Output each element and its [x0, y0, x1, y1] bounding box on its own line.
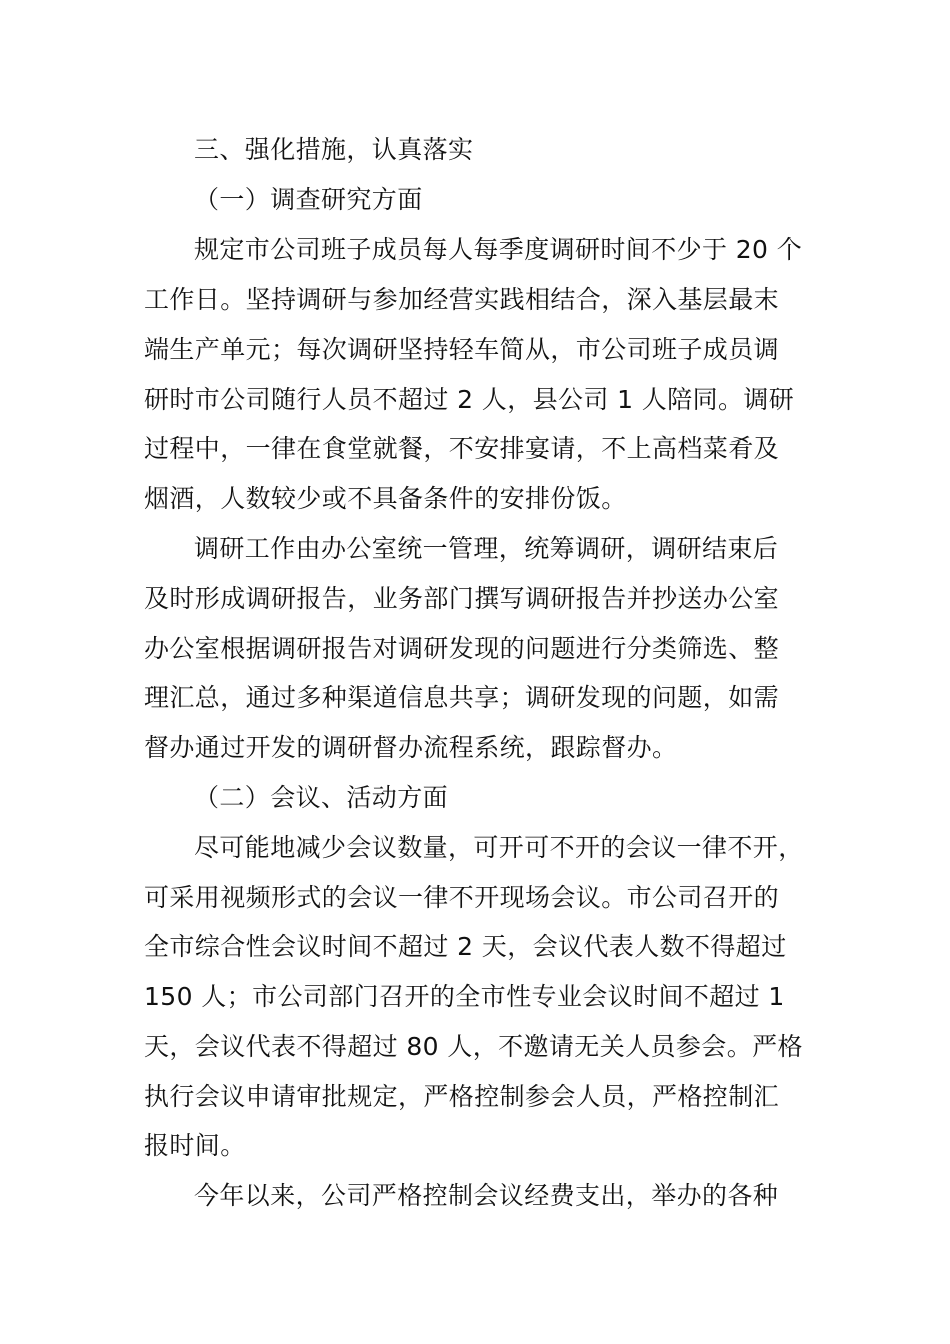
paragraph-line: 理汇总，通过多种渠道信息共享；调研发现的问题，如需 [144, 683, 780, 712]
paragraph-line: 督办通过开发的调研督办流程系统，跟踪督办。 [144, 733, 678, 762]
paragraph-line: 烟酒，人数较少或不具备条件的安排份饭。 [144, 484, 627, 513]
paragraph-line: 天，会议代表不得超过 80 人，不邀请无关人员参会。严格 [144, 1032, 803, 1061]
paragraph-line: 尽可能地减少会议数量，可开可不开的会议一律不开， [194, 833, 804, 862]
paragraph-line: 全市综合性会议时间不超过 2 天，会议代表人数不得超过 [144, 932, 787, 961]
section-heading: 三、强化措施，认真落实 [194, 135, 474, 164]
paragraph-line: 过程中，一律在食堂就餐，不安排宴请，不上高档菜肴及 [144, 434, 780, 463]
paragraph-line: 报时间。 [144, 1131, 246, 1160]
subsection-title-research: （一）调查研究方面 [194, 185, 423, 214]
paragraph-line: 规定市公司班子成员每人每季度调研时间不少于 20 个 [194, 235, 803, 264]
paragraph-line: 办公室根据调研报告对调研发现的问题进行分类筛选、整 [144, 634, 780, 663]
paragraph-line: 调研工作由办公室统一管理，统筹调研，调研结束后 [194, 534, 779, 563]
paragraph-line: 工作日。坚持调研与参加经营实践相结合，深入基层最末 [144, 285, 780, 314]
paragraph-line: 今年以来，公司严格控制会议经费支出，举办的各种 [194, 1181, 779, 1210]
paragraph-line: 可采用视频形式的会议一律不开现场会议。市公司召开的 [144, 883, 780, 912]
subsection-title-meetings: （二）会议、活动方面 [194, 783, 449, 812]
paragraph-line: 及时形成调研报告，业务部门撰写调研报告并抄送办公室 [144, 584, 780, 613]
paragraph-line: 研时市公司随行人员不超过 2 人，县公司 1 人陪同。调研 [144, 385, 795, 414]
paragraph-line: 端生产单元；每次调研坚持轻车简从，市公司班子成员调 [144, 335, 780, 364]
paragraph-line: 150 人；市公司部门召开的全市性专业会议时间不超过 1 [144, 982, 785, 1011]
paragraph-line: 执行会议申请审批规定，严格控制参会人员，严格控制汇 [144, 1082, 780, 1111]
